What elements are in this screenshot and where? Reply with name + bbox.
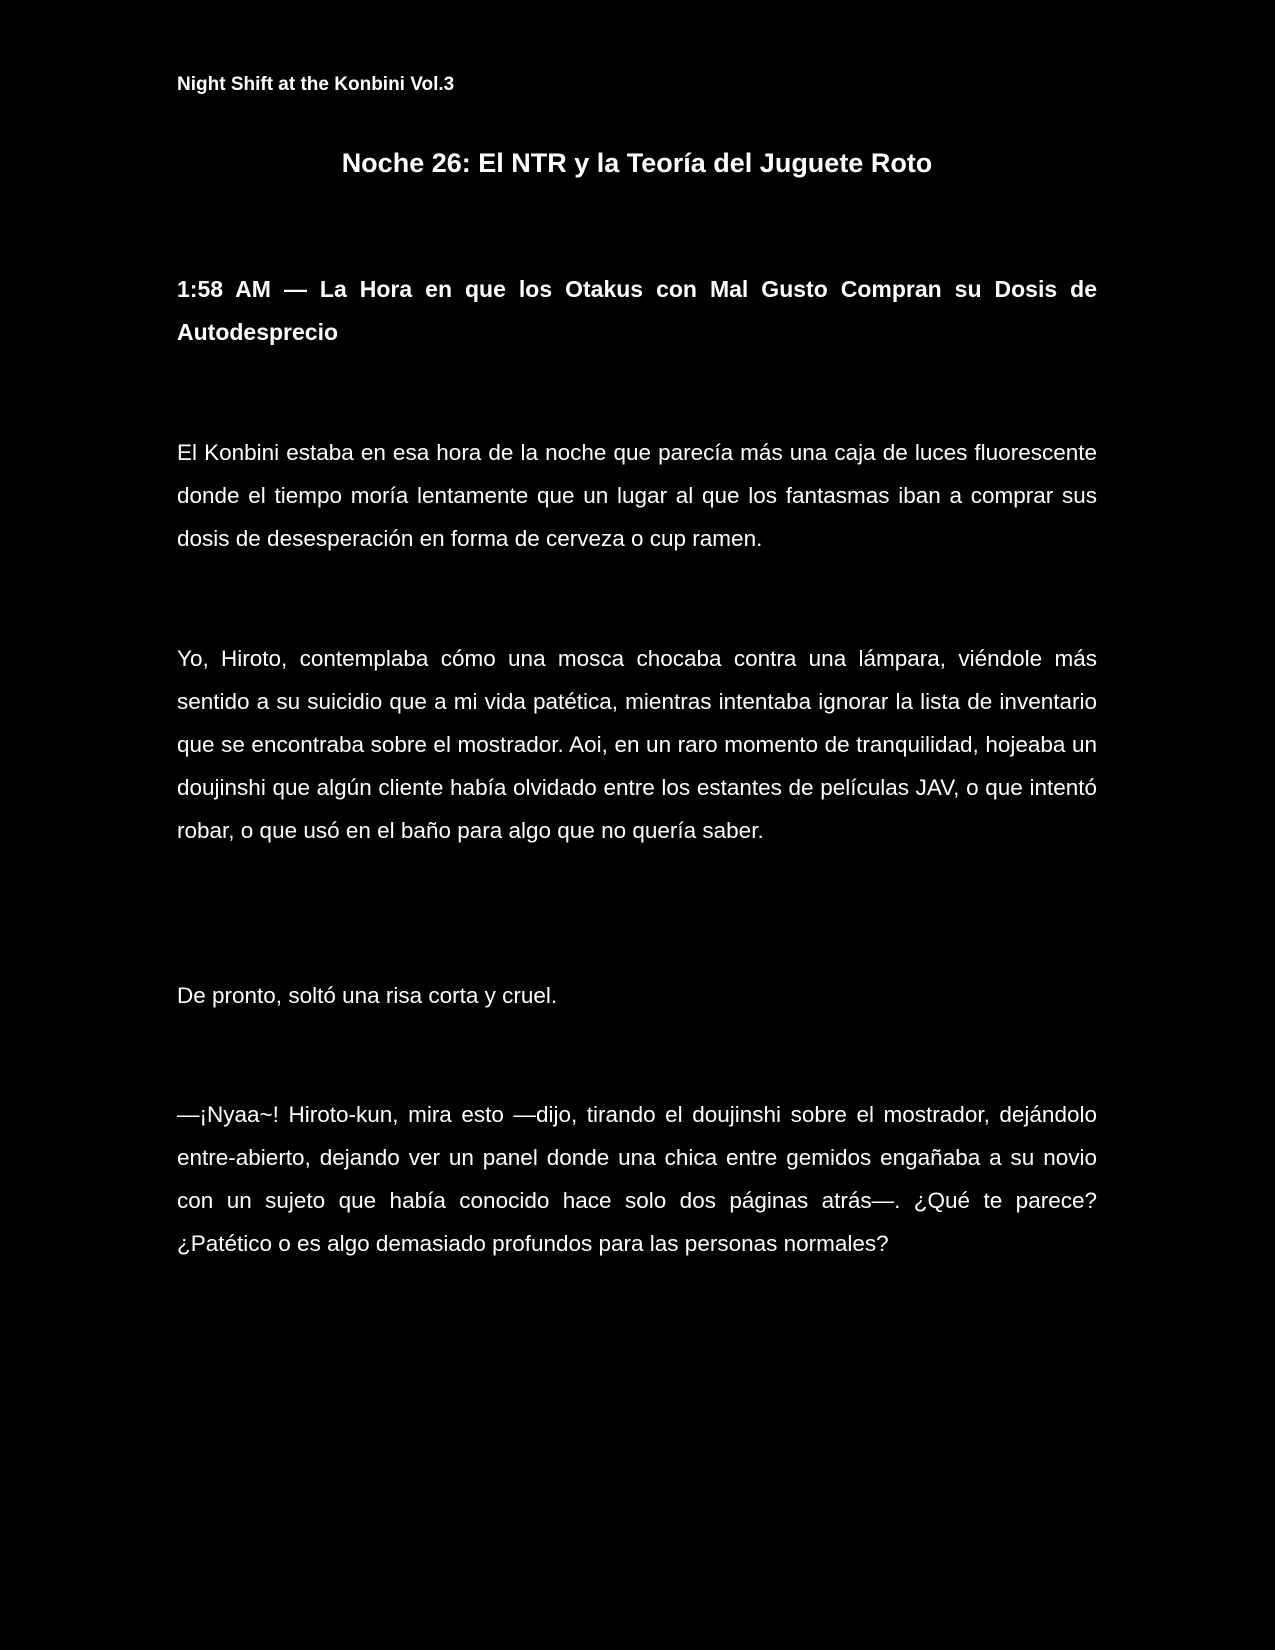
section-heading: 1:58 AM — La Hora en que los Otakus con Mal Gusto Compran su Dosis de Autodesprecio [177, 276, 1097, 345]
paragraph-4: —¡Nyaa~! Hiroto-kun, mira esto —dijo, tirando el doujinshi sobre el mostrador, dejándolo entre-abierto, dejando ver un panel donde una chica entre gemidos engañaba a su novio con un sujeto que había conocido hace solo dos páginas atrás—. ¿Qué te parece? ¿Patético o es algo demasiado profundos para las personas normales? [177, 1102, 1097, 1256]
paragraph-1: El Konbini estaba en esa hora de la noche que parecía más una caja de luces fluorescente donde el tiempo moría lentamente que un lugar al que los fantasmas iban a comprar sus dosis de desesperación en forma de cerveza o cup ramen. [177, 440, 1097, 551]
paragraph-2: Yo, Hiroto, contemplaba cómo una mosca chocaba contra una lámpara, viéndole más sentido a su suicidio que a mi vida patética, mientras intentaba ignorar la lista de inventario que se encontraba sobre el mostrador. Aoi, en un raro momento de tranquilidad, hojeaba un doujinshi que algún cliente había olvidado entre los estantes de películas JAV, o que intentó robar, o que usó en el baño para algo que no quería saber. [177, 646, 1097, 843]
chapter-title: Noche 26: El NTR y la Teoría del Juguete Roto [341, 148, 933, 178]
running-header: Night Shift at the Konbini Vol.3 [177, 74, 455, 95]
paragraph-3: De pronto, soltó una risa corta y cruel. [177, 983, 558, 1008]
